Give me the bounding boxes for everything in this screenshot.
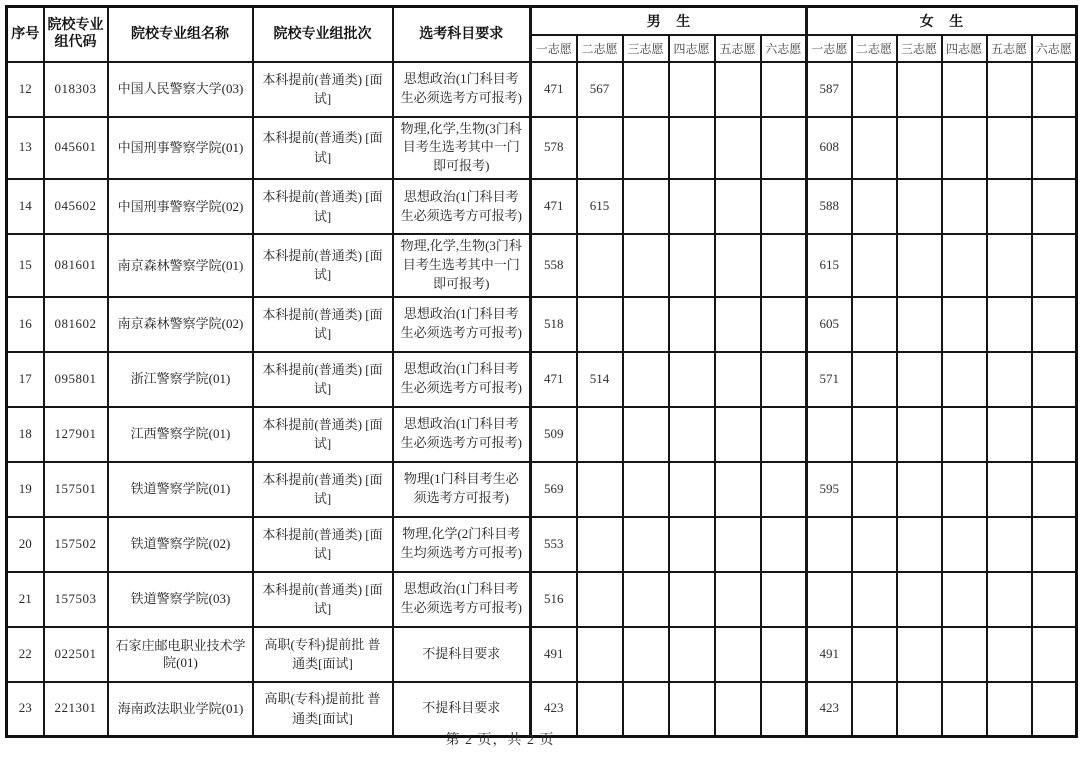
cell-group-code: 127901 xyxy=(44,407,108,462)
table-row xyxy=(7,117,1077,180)
cell-male-choice-2 xyxy=(577,517,623,572)
cell-male-choice-4 xyxy=(669,117,715,180)
cell-male-choice-6 xyxy=(761,62,807,117)
cell-male-choice-5 xyxy=(715,179,761,234)
header-serial-no: 序号 xyxy=(7,7,44,62)
cell-group-code: 081602 xyxy=(44,297,108,352)
cell-batch: 本科提前(普通类) [面试] xyxy=(253,117,393,180)
cell-serial-no: 17 xyxy=(7,352,44,407)
cell-group-name: 石家庄邮电职业技术学院(01) xyxy=(108,627,253,682)
cell-female-choice-4 xyxy=(942,117,987,180)
cell-male-choice-1: 471 xyxy=(531,62,577,117)
cell-male-choice-6 xyxy=(761,572,807,627)
cell-subject-requirement: 物理,化学(2门科目考生均须选考方可报考) xyxy=(393,517,531,572)
header-male-choice-3: 三志愿 xyxy=(623,35,669,62)
cell-male-choice-1: 516 xyxy=(531,572,577,627)
cell-batch: 本科提前(普通类) [面试] xyxy=(253,462,393,517)
cell-serial-no: 20 xyxy=(7,517,44,572)
cell-subject-requirement: 物理(1门科目考生必须选考方可报考) xyxy=(393,462,531,517)
cell-female-choice-3 xyxy=(897,462,942,517)
cell-female-choice-1: 608 xyxy=(807,117,852,180)
table-row xyxy=(7,352,1077,407)
header-female-choice-1: 一志愿 xyxy=(807,35,852,62)
cell-female-choice-4 xyxy=(942,407,987,462)
cell-female-choice-6 xyxy=(1032,179,1077,234)
cell-batch: 本科提前(普通类) [面试] xyxy=(253,234,393,297)
cell-male-choice-1: 471 xyxy=(531,179,577,234)
header-female-choice-6: 六志愿 xyxy=(1032,35,1077,62)
cell-female-choice-3 xyxy=(897,352,942,407)
cell-male-choice-3 xyxy=(623,627,669,682)
cell-group-code: 045602 xyxy=(44,179,108,234)
cell-male-choice-4 xyxy=(669,462,715,517)
cell-serial-no: 21 xyxy=(7,572,44,627)
header-subject-requirement: 选考科目要求 xyxy=(393,7,531,62)
cell-female-choice-3 xyxy=(897,517,942,572)
cell-subject-requirement: 思想政治(1门科目考生必须选考方可报考) xyxy=(393,572,531,627)
cell-male-choice-6 xyxy=(761,517,807,572)
header-female-group: 女 生 xyxy=(807,7,1077,35)
cell-subject-requirement: 物理,化学,生物(3门科目考生选考其中一门即可报考) xyxy=(393,117,531,180)
cell-female-choice-2 xyxy=(852,517,897,572)
header-female-choice-3: 三志愿 xyxy=(897,35,942,62)
cell-female-choice-3 xyxy=(897,117,942,180)
cell-female-choice-1 xyxy=(807,407,852,462)
header-female-choice-4: 四志愿 xyxy=(942,35,987,62)
table-row xyxy=(7,407,1077,462)
cell-male-choice-2 xyxy=(577,627,623,682)
cell-female-choice-1: 615 xyxy=(807,234,852,297)
cell-female-choice-1 xyxy=(807,572,852,627)
cell-female-choice-2 xyxy=(852,352,897,407)
cell-male-choice-4 xyxy=(669,352,715,407)
cell-female-choice-6 xyxy=(1032,462,1077,517)
cell-male-choice-2: 567 xyxy=(577,62,623,117)
cell-male-choice-6 xyxy=(761,117,807,180)
table-row xyxy=(7,62,1077,117)
cell-group-code: 157501 xyxy=(44,462,108,517)
header-male-choice-2: 二志愿 xyxy=(577,35,623,62)
cell-female-choice-6 xyxy=(1032,62,1077,117)
cell-female-choice-5 xyxy=(987,234,1032,297)
cell-male-choice-5 xyxy=(715,517,761,572)
cell-group-name: 江西警察学院(01) xyxy=(108,407,253,462)
cell-batch: 本科提前(普通类) [面试] xyxy=(253,407,393,462)
cell-male-choice-6 xyxy=(761,179,807,234)
cell-female-choice-6 xyxy=(1032,117,1077,180)
cell-male-choice-2 xyxy=(577,462,623,517)
header-group-name: 院校专业组名称 xyxy=(108,7,253,62)
cell-male-choice-6 xyxy=(761,352,807,407)
cell-female-choice-3 xyxy=(897,627,942,682)
cell-group-code: 095801 xyxy=(44,352,108,407)
cell-group-code: 081601 xyxy=(44,234,108,297)
table-row xyxy=(7,234,1077,297)
cell-male-choice-2 xyxy=(577,234,623,297)
cell-female-choice-5 xyxy=(987,407,1032,462)
cell-group-code: 157503 xyxy=(44,572,108,627)
cell-female-choice-1: 595 xyxy=(807,462,852,517)
cell-female-choice-2 xyxy=(852,179,897,234)
header-group-batch: 院校专业组批次 xyxy=(253,7,393,62)
header-male-choice-6: 六志愿 xyxy=(761,35,807,62)
cell-female-choice-5 xyxy=(987,352,1032,407)
cell-female-choice-5 xyxy=(987,179,1032,234)
cell-group-code: 045601 xyxy=(44,117,108,180)
cell-female-choice-6 xyxy=(1032,627,1077,682)
cell-group-name: 铁道警察学院(02) xyxy=(108,517,253,572)
cell-male-choice-5 xyxy=(715,117,761,180)
cell-female-choice-3 xyxy=(897,407,942,462)
header-male-choice-1: 一志愿 xyxy=(531,35,577,62)
cell-female-choice-1 xyxy=(807,517,852,572)
header-male-choice-5: 五志愿 xyxy=(715,35,761,62)
cell-male-choice-4 xyxy=(669,627,715,682)
cell-subject-requirement: 不提科目要求 xyxy=(393,627,531,682)
cell-serial-no: 16 xyxy=(7,297,44,352)
cell-male-choice-5 xyxy=(715,352,761,407)
cell-female-choice-5 xyxy=(987,117,1032,180)
cell-male-choice-5 xyxy=(715,462,761,517)
cell-male-choice-3 xyxy=(623,234,669,297)
cell-serial-no: 12 xyxy=(7,62,44,117)
cell-female-choice-1: 491 xyxy=(807,627,852,682)
cell-female-choice-2 xyxy=(852,462,897,517)
cell-male-choice-3 xyxy=(623,462,669,517)
header-male-choice-4: 四志愿 xyxy=(669,35,715,62)
cell-male-choice-1: 578 xyxy=(531,117,577,180)
cell-female-choice-5 xyxy=(987,572,1032,627)
cell-male-choice-3 xyxy=(623,117,669,180)
cell-female-choice-3 xyxy=(897,572,942,627)
table-row xyxy=(7,627,1077,682)
cell-female-choice-4 xyxy=(942,627,987,682)
cell-female-choice-6 xyxy=(1032,234,1077,297)
cell-batch: 本科提前(普通类) [面试] xyxy=(253,179,393,234)
cell-female-choice-6 xyxy=(1032,682,1077,737)
cell-female-choice-4 xyxy=(942,179,987,234)
cell-female-choice-2 xyxy=(852,62,897,117)
cell-group-name: 海南政法职业学院(01) xyxy=(108,682,253,737)
cell-female-choice-6 xyxy=(1032,572,1077,627)
cell-male-choice-4 xyxy=(669,179,715,234)
cell-male-choice-1: 509 xyxy=(531,407,577,462)
cell-female-choice-5 xyxy=(987,517,1032,572)
cell-serial-no: 13 xyxy=(7,117,44,180)
cell-female-choice-2 xyxy=(852,627,897,682)
cell-group-name: 铁道警察学院(01) xyxy=(108,462,253,517)
cell-batch: 本科提前(普通类) [面试] xyxy=(253,297,393,352)
cell-female-choice-1: 588 xyxy=(807,179,852,234)
cell-subject-requirement: 思想政治(1门科目考生必须选考方可报考) xyxy=(393,352,531,407)
cell-female-choice-1: 423 xyxy=(807,682,852,737)
cell-male-choice-2: 615 xyxy=(577,179,623,234)
cell-female-choice-5 xyxy=(987,462,1032,517)
cell-female-choice-4 xyxy=(942,62,987,117)
cell-female-choice-3 xyxy=(897,234,942,297)
cell-female-choice-3 xyxy=(897,62,942,117)
cell-female-choice-4 xyxy=(942,352,987,407)
cell-group-code: 157502 xyxy=(44,517,108,572)
cell-female-choice-4 xyxy=(942,234,987,297)
cell-serial-no: 23 xyxy=(7,682,44,737)
table-row xyxy=(7,297,1077,352)
admission-score-table xyxy=(5,5,1078,738)
table-row xyxy=(7,462,1077,517)
cell-male-choice-6 xyxy=(761,627,807,682)
cell-male-choice-2 xyxy=(577,407,623,462)
cell-male-choice-1: 569 xyxy=(531,462,577,517)
cell-serial-no: 15 xyxy=(7,234,44,297)
cell-female-choice-1: 605 xyxy=(807,297,852,352)
cell-female-choice-2 xyxy=(852,297,897,352)
cell-male-choice-3 xyxy=(623,517,669,572)
cell-male-choice-2 xyxy=(577,297,623,352)
cell-female-choice-2 xyxy=(852,572,897,627)
cell-female-choice-3 xyxy=(897,179,942,234)
page-footer: 第 2 页，共 2 页 xyxy=(445,733,555,748)
cell-subject-requirement: 思想政治(1门科目考生必须选考方可报考) xyxy=(393,179,531,234)
cell-female-choice-2 xyxy=(852,234,897,297)
cell-female-choice-5 xyxy=(987,62,1032,117)
cell-serial-no: 22 xyxy=(7,627,44,682)
cell-male-choice-3 xyxy=(623,297,669,352)
cell-male-choice-4 xyxy=(669,572,715,627)
cell-male-choice-1: 491 xyxy=(531,627,577,682)
cell-male-choice-5 xyxy=(715,234,761,297)
table-row xyxy=(7,517,1077,572)
cell-batch: 高职(专科)提前批 普通类[面试] xyxy=(253,627,393,682)
cell-female-choice-2 xyxy=(852,407,897,462)
cell-female-choice-1: 571 xyxy=(807,352,852,407)
cell-subject-requirement: 物理,化学,生物(3门科目考生选考其中一门即可报考) xyxy=(393,234,531,297)
cell-female-choice-5 xyxy=(987,627,1032,682)
cell-female-choice-6 xyxy=(1032,297,1077,352)
cell-group-name: 中国刑事警察学院(02) xyxy=(108,179,253,234)
header-group-code: 院校专业组代码 xyxy=(44,7,108,62)
cell-male-choice-5 xyxy=(715,407,761,462)
cell-male-choice-3 xyxy=(623,407,669,462)
cell-female-choice-4 xyxy=(942,572,987,627)
cell-male-choice-1: 553 xyxy=(531,517,577,572)
cell-serial-no: 18 xyxy=(7,407,44,462)
cell-male-choice-3 xyxy=(623,572,669,627)
cell-batch: 本科提前(普通类) [面试] xyxy=(253,352,393,407)
cell-batch: 高职(专科)提前批 普通类[面试] xyxy=(253,682,393,737)
cell-batch: 本科提前(普通类) [面试] xyxy=(253,517,393,572)
cell-subject-requirement: 思想政治(1门科目考生必须选考方可报考) xyxy=(393,297,531,352)
cell-male-choice-4 xyxy=(669,297,715,352)
cell-male-choice-4 xyxy=(669,517,715,572)
cell-group-name: 浙江警察学院(01) xyxy=(108,352,253,407)
cell-female-choice-6 xyxy=(1032,352,1077,407)
cell-group-code: 022501 xyxy=(44,627,108,682)
cell-batch: 本科提前(普通类) [面试] xyxy=(253,572,393,627)
table-row xyxy=(7,572,1077,627)
cell-subject-requirement: 不提科目要求 xyxy=(393,682,531,737)
cell-female-choice-1: 587 xyxy=(807,62,852,117)
header-female-choice-5: 五志愿 xyxy=(987,35,1032,62)
cell-subject-requirement: 思想政治(1门科目考生必须选考方可报考) xyxy=(393,407,531,462)
cell-serial-no: 14 xyxy=(7,179,44,234)
cell-male-choice-3 xyxy=(623,62,669,117)
header-female-choice-2: 二志愿 xyxy=(852,35,897,62)
cell-female-choice-4 xyxy=(942,297,987,352)
cell-male-choice-5 xyxy=(715,627,761,682)
cell-male-choice-1: 423 xyxy=(531,682,577,737)
cell-male-choice-4 xyxy=(669,234,715,297)
cell-male-choice-6 xyxy=(761,462,807,517)
cell-male-choice-6 xyxy=(761,297,807,352)
cell-female-choice-5 xyxy=(987,297,1032,352)
cell-group-code: 221301 xyxy=(44,682,108,737)
header-male-group: 男 生 xyxy=(531,7,807,35)
cell-group-name: 南京森林警察学院(01) xyxy=(108,234,253,297)
cell-male-choice-5 xyxy=(715,297,761,352)
cell-male-choice-3 xyxy=(623,179,669,234)
cell-male-choice-5 xyxy=(715,62,761,117)
cell-subject-requirement: 思想政治(1门科目考生必须选考方可报考) xyxy=(393,62,531,117)
cell-male-choice-6 xyxy=(761,234,807,297)
cell-male-choice-1: 471 xyxy=(531,352,577,407)
cell-male-choice-6 xyxy=(761,407,807,462)
cell-group-code: 018303 xyxy=(44,62,108,117)
cell-male-choice-5 xyxy=(715,572,761,627)
cell-male-choice-2 xyxy=(577,572,623,627)
cell-serial-no: 19 xyxy=(7,462,44,517)
cell-male-choice-4 xyxy=(669,407,715,462)
cell-group-name: 南京森林警察学院(02) xyxy=(108,297,253,352)
cell-male-choice-4 xyxy=(669,62,715,117)
cell-female-choice-6 xyxy=(1032,407,1077,462)
cell-male-choice-1: 518 xyxy=(531,297,577,352)
cell-batch: 本科提前(普通类) [面试] xyxy=(253,62,393,117)
cell-male-choice-1: 558 xyxy=(531,234,577,297)
cell-female-choice-4 xyxy=(942,462,987,517)
cell-female-choice-3 xyxy=(897,297,942,352)
table-row xyxy=(7,179,1077,234)
cell-group-name: 中国人民警察大学(03) xyxy=(108,62,253,117)
cell-female-choice-6 xyxy=(1032,517,1077,572)
cell-male-choice-2 xyxy=(577,117,623,180)
cell-group-name: 铁道警察学院(03) xyxy=(108,572,253,627)
cell-female-choice-2 xyxy=(852,117,897,180)
cell-female-choice-4 xyxy=(942,517,987,572)
cell-male-choice-3 xyxy=(623,352,669,407)
cell-group-name: 中国刑事警察学院(01) xyxy=(108,117,253,180)
cell-male-choice-2: 514 xyxy=(577,352,623,407)
